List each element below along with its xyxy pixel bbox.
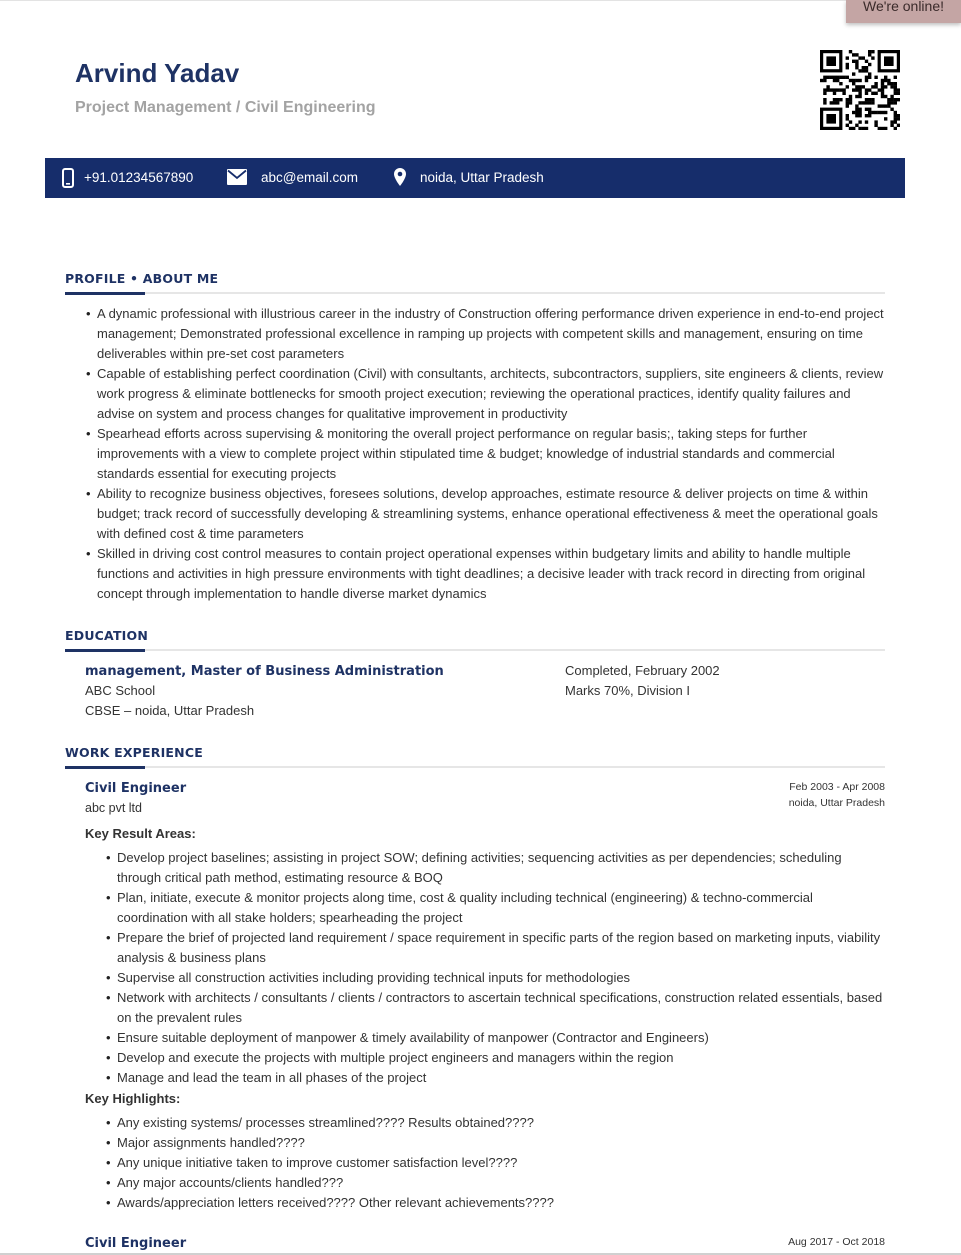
mail-icon: [227, 169, 247, 185]
list-item: • Capable of establishing perfect coordination (Civil) with consultants, architects, subcontractors, suppliers, site engineers & clients, review work progress & eliminate bottlenecks for smooth project execution; reviewing the operational practices, identify quality failures and advise on system and process changes for qualitative improvement in productivity: [85, 364, 890, 424]
job-role: Civil Engineer: [85, 781, 187, 796]
list-item: • Spearhead efforts across supervising & monitoring the overall project performance on regular basis;, taking steps for further improvements with a view to complete project within stipulated time & budget; knowledge of industrial standards and commercial standards essential for executing projects: [85, 424, 890, 484]
qr-code-icon: [820, 50, 900, 130]
list-item: • Manage and lead the team in all phases of the project: [105, 1068, 885, 1088]
education-marks: Marks 70%, Division I: [565, 683, 690, 698]
list-item: • Develop project baselines; assisting in project SOW; defining activities; sequencing activities as per dependencies; scheduling through critical path method, estimating resource & BOQ: [105, 848, 885, 888]
location-pin-icon: [394, 168, 406, 186]
work-divider: [65, 766, 885, 768]
job-role: Civil Engineer: [85, 1236, 187, 1251]
education-divider: [65, 649, 885, 651]
list-item: • Skilled in driving cost control measures to contain project operational expenses within budgetary limits and ability to handle multiple functions and activities in high pressure environments with tight deadlines; a decisive leader with track record in directing from original concept through implementation to handle diverse market dynamics: [85, 544, 890, 604]
degree-title: management, Master of Business Administration: [85, 664, 444, 679]
job-company: abc pvt ltd: [85, 801, 142, 815]
list-item: • Any major accounts/clients handled???: [105, 1173, 885, 1193]
list-item: • Ability to recognize business objectives, foresees solutions, develop approaches, estimate resource & deliver projects on time & within budget; track record of successfully developing & streamlining systems, enhance operational effectiveness & meet the operational goals with defined cost & time parameters: [85, 484, 890, 544]
education-completed: Completed, February 2002: [565, 663, 720, 678]
list-item: • A dynamic professional with illustrious career in the industry of Construction offering performance driven experience in end-to-end project management; Demonstrated professional excellence in ramping up projects with competent skills and management, ensuring on time deliverables within pre-set cost parameters: [85, 304, 890, 364]
profile-section-title: PROFILE • ABOUT ME: [65, 271, 219, 286]
list-item: • Supervise all construction activities including providing technical inputs for methodologies: [105, 968, 885, 988]
school-name: ABC School: [85, 683, 156, 698]
profile-list: [85, 304, 890, 604]
phone-text: +91.01234567890: [84, 170, 194, 185]
list-item: • Develop and execute the projects with multiple project engineers and managers within the region: [105, 1048, 885, 1068]
list-item: • Major assignments handled????: [105, 1133, 885, 1153]
profile-divider: [65, 292, 885, 294]
job-dates: Aug 2017 - Oct 2018: [788, 1236, 885, 1248]
highlights-label: Key Highlights:: [85, 1091, 181, 1106]
top-border: [0, 0, 961, 1]
list-item: • Prepare the brief of projected land requirement / space requirement in specific parts of the region based on marketing inputs, viability analysis & business plans: [105, 928, 885, 968]
list-item: • Awards/appreciation letters received???? Other relevant achievements????: [105, 1193, 885, 1213]
highlights-list: [105, 1113, 885, 1213]
list-item: • Ensure suitable deployment of manpower & timely availability of manpower (Contractor and Engineers): [105, 1028, 885, 1048]
location-text: noida, Uttar Pradesh: [420, 170, 544, 185]
kra-label: Key Result Areas:: [85, 826, 196, 841]
job-location: noida, Uttar Pradesh: [788, 797, 885, 809]
phone-icon: [62, 168, 74, 188]
job-dates: Feb 2003 - Apr 2008: [789, 781, 885, 793]
candidate-name: Arvind Yadav: [75, 58, 240, 88]
email-text: abc@email.com: [261, 170, 358, 185]
list-item: • Any existing systems/ processes streamlined???? Results obtained????: [105, 1113, 885, 1133]
chat-online-badge[interactable]: We're online!: [846, 0, 961, 23]
list-item: • Network with architects / consultants / clients / contractors to ascertain technical specifications, construction related essentials, based on the prevalent rules: [105, 988, 885, 1028]
contact-bar: [45, 158, 905, 198]
candidate-title: Project Management / Civil Engineering: [75, 99, 376, 116]
list-item: • Any unique initiative taken to improve customer satisfaction level????: [105, 1153, 885, 1173]
list-item: • Plan, initiate, execute & monitor projects along time, cost & quality including technical (engineering) & techno-commercial coordination with all stake holders; spearheading the project: [105, 888, 885, 928]
kra-list: [105, 848, 885, 1088]
school-board: CBSE – noida, Uttar Pradesh: [85, 703, 255, 718]
work-section-title: WORK EXPERIENCE: [65, 745, 203, 760]
education-section-title: EDUCATION: [65, 628, 149, 643]
